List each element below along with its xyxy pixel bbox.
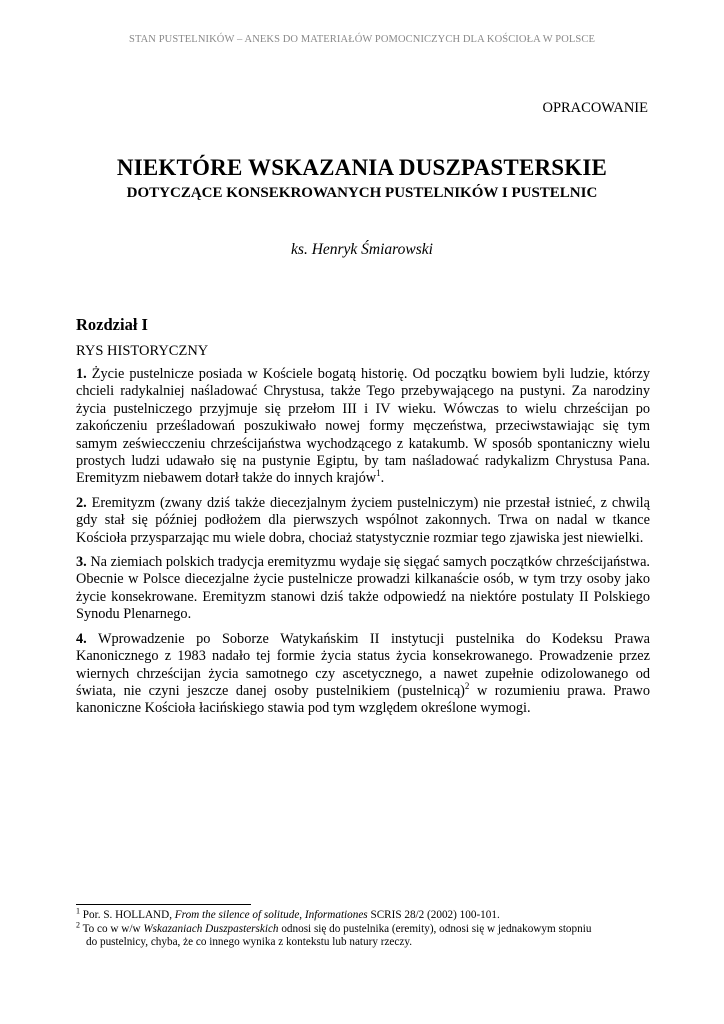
footnote-text: SCRIS 28/2 (2002) 100-101. (367, 909, 500, 921)
paragraph-1 (76, 366, 650, 488)
paragraph-number: 3. (76, 554, 87, 571)
paragraph-text: Życie pustelnicze posiada w Kościele bogatą historię. Od początku bowiem byli ludzie, którzy chcieli radykalniej naśladować Chrystusa, także Tego przebywającego na pustyni. Za narodziny życia pustelniczego przyjmuje się przełom III i IV wieku. Wówczas to wielu chrześcijan po zakończeniu prześladowań poszukiwało nowej formy męczeństwa, przeciwstawiając się tym samym zeświecczeniu chrześcijaństwa wychodzącego z katakumb. W sposób spontaniczny wielu prostych ludzi udawało się na pustynie Egiptu, by tam naśladować radykalizm Chrystusa Pana. Eremityzm niebawem dotarł także do innych krajów (76, 366, 651, 487)
paragraph-number: 2. (76, 494, 87, 511)
footnote-2-continuation: do pustelnicy, chyba, że co innego wynika z kontekstu lub natury rzeczy. (86, 936, 412, 948)
footnote-text: , (299, 909, 305, 921)
paragraph-text: Eremityzm (zwany dziś także diecezjalnym życiem pustelniczym) nie przestał istnieć, z chwilą gdy stał się później podłożem dla pierwszych wspólnot zakonnych. Trwa on nadal w tkance Kościoła przysparzając mu wiele dobra, chociaż statystycznie rozmiar tego zjawiska jest niewielki. (76, 494, 650, 546)
running-header: STAN PUSTELNIKÓW – ANEKS DO MATERIAŁÓW POMOCNICZYCH DLA KOŚCIOŁA W POLSCE (129, 34, 595, 45)
paragraph-4 (76, 631, 650, 718)
document-type-label: OPRACOWANIE (542, 100, 648, 116)
paragraph-number: 4. (76, 630, 87, 647)
footnote-title-italic: Wskazaniach Duszpasterskich (143, 922, 279, 935)
footnote-2 (76, 919, 650, 937)
chapter-heading: Rozdział I (76, 315, 148, 334)
footnote-divider (76, 904, 251, 905)
author-name: ks. Henryk Śmiarowski (291, 241, 433, 258)
footnote-ref[interactable]: 2 (464, 681, 470, 692)
footnote-number: 1 (76, 906, 80, 916)
footnote-journal-italic: Informationes (304, 909, 368, 921)
section-heading: RYS HISTORYCZNY (76, 343, 209, 359)
footnotes (76, 906, 650, 950)
footnote-text: odnosi się do pustelnika (eremity), odnosi się w jednakowym stopniu (278, 922, 592, 935)
paragraph-number: 1. (76, 366, 87, 382)
body-content (76, 315, 650, 725)
paragraph-text-end: w rozumieniu prawa. Prawo kanoniczne Kościoła łacińskiego stawia pod tym względem określone wymogi. (76, 682, 650, 717)
document-subtitle: DOTYCZĄCE KONSEKROWANYCH PUSTELNIKÓW I PUSTELNIC (126, 185, 598, 201)
footnote-text: Por. S. HOLLAND, (80, 909, 175, 921)
document-title: NIEKTÓRE WSKAZANIA DUSZPASTERSKIE (116, 155, 608, 180)
paragraph-text-end: . (380, 470, 385, 487)
paragraph-3 (76, 554, 650, 624)
footnote-number: 2 (76, 919, 80, 929)
paragraph-text: Na ziemiach polskich tradycja eremityzmu wydaje się sięgać samych początków chrześcijaństwa. Obecnie w Polsce diecezjalne życie pustelnicze prowadzi kilkanaście osób, w tym trzy osoby jako życie konsekrowane. Eremityzm stanowi dziś także odpowiedź na niektóre postulaty II Polskiego Synodu Plenarnego. (76, 554, 650, 623)
footnote-title-italic: From the silence of solitude (174, 909, 300, 921)
paragraph-text: Wprowadzenie po Soborze Watykańskim II instytucji pustelnika do Kodeksu Prawa Kanonicznego z 1983 nadało tej formie życia status życia konsekrowanego. Prowadzenie przez wiernych chrześcijan życia samotnego czy ascetycznego, a nawet zupełnie odizolowanego od świata, nie czyni jeszcze danej osoby pustelnikiem (pustelnicą) (76, 630, 650, 699)
footnote-text: To co w w/w (80, 922, 144, 935)
footnote-ref[interactable]: 1 (376, 468, 381, 479)
footnote-1 (76, 906, 650, 923)
paragraph-2 (76, 495, 650, 547)
